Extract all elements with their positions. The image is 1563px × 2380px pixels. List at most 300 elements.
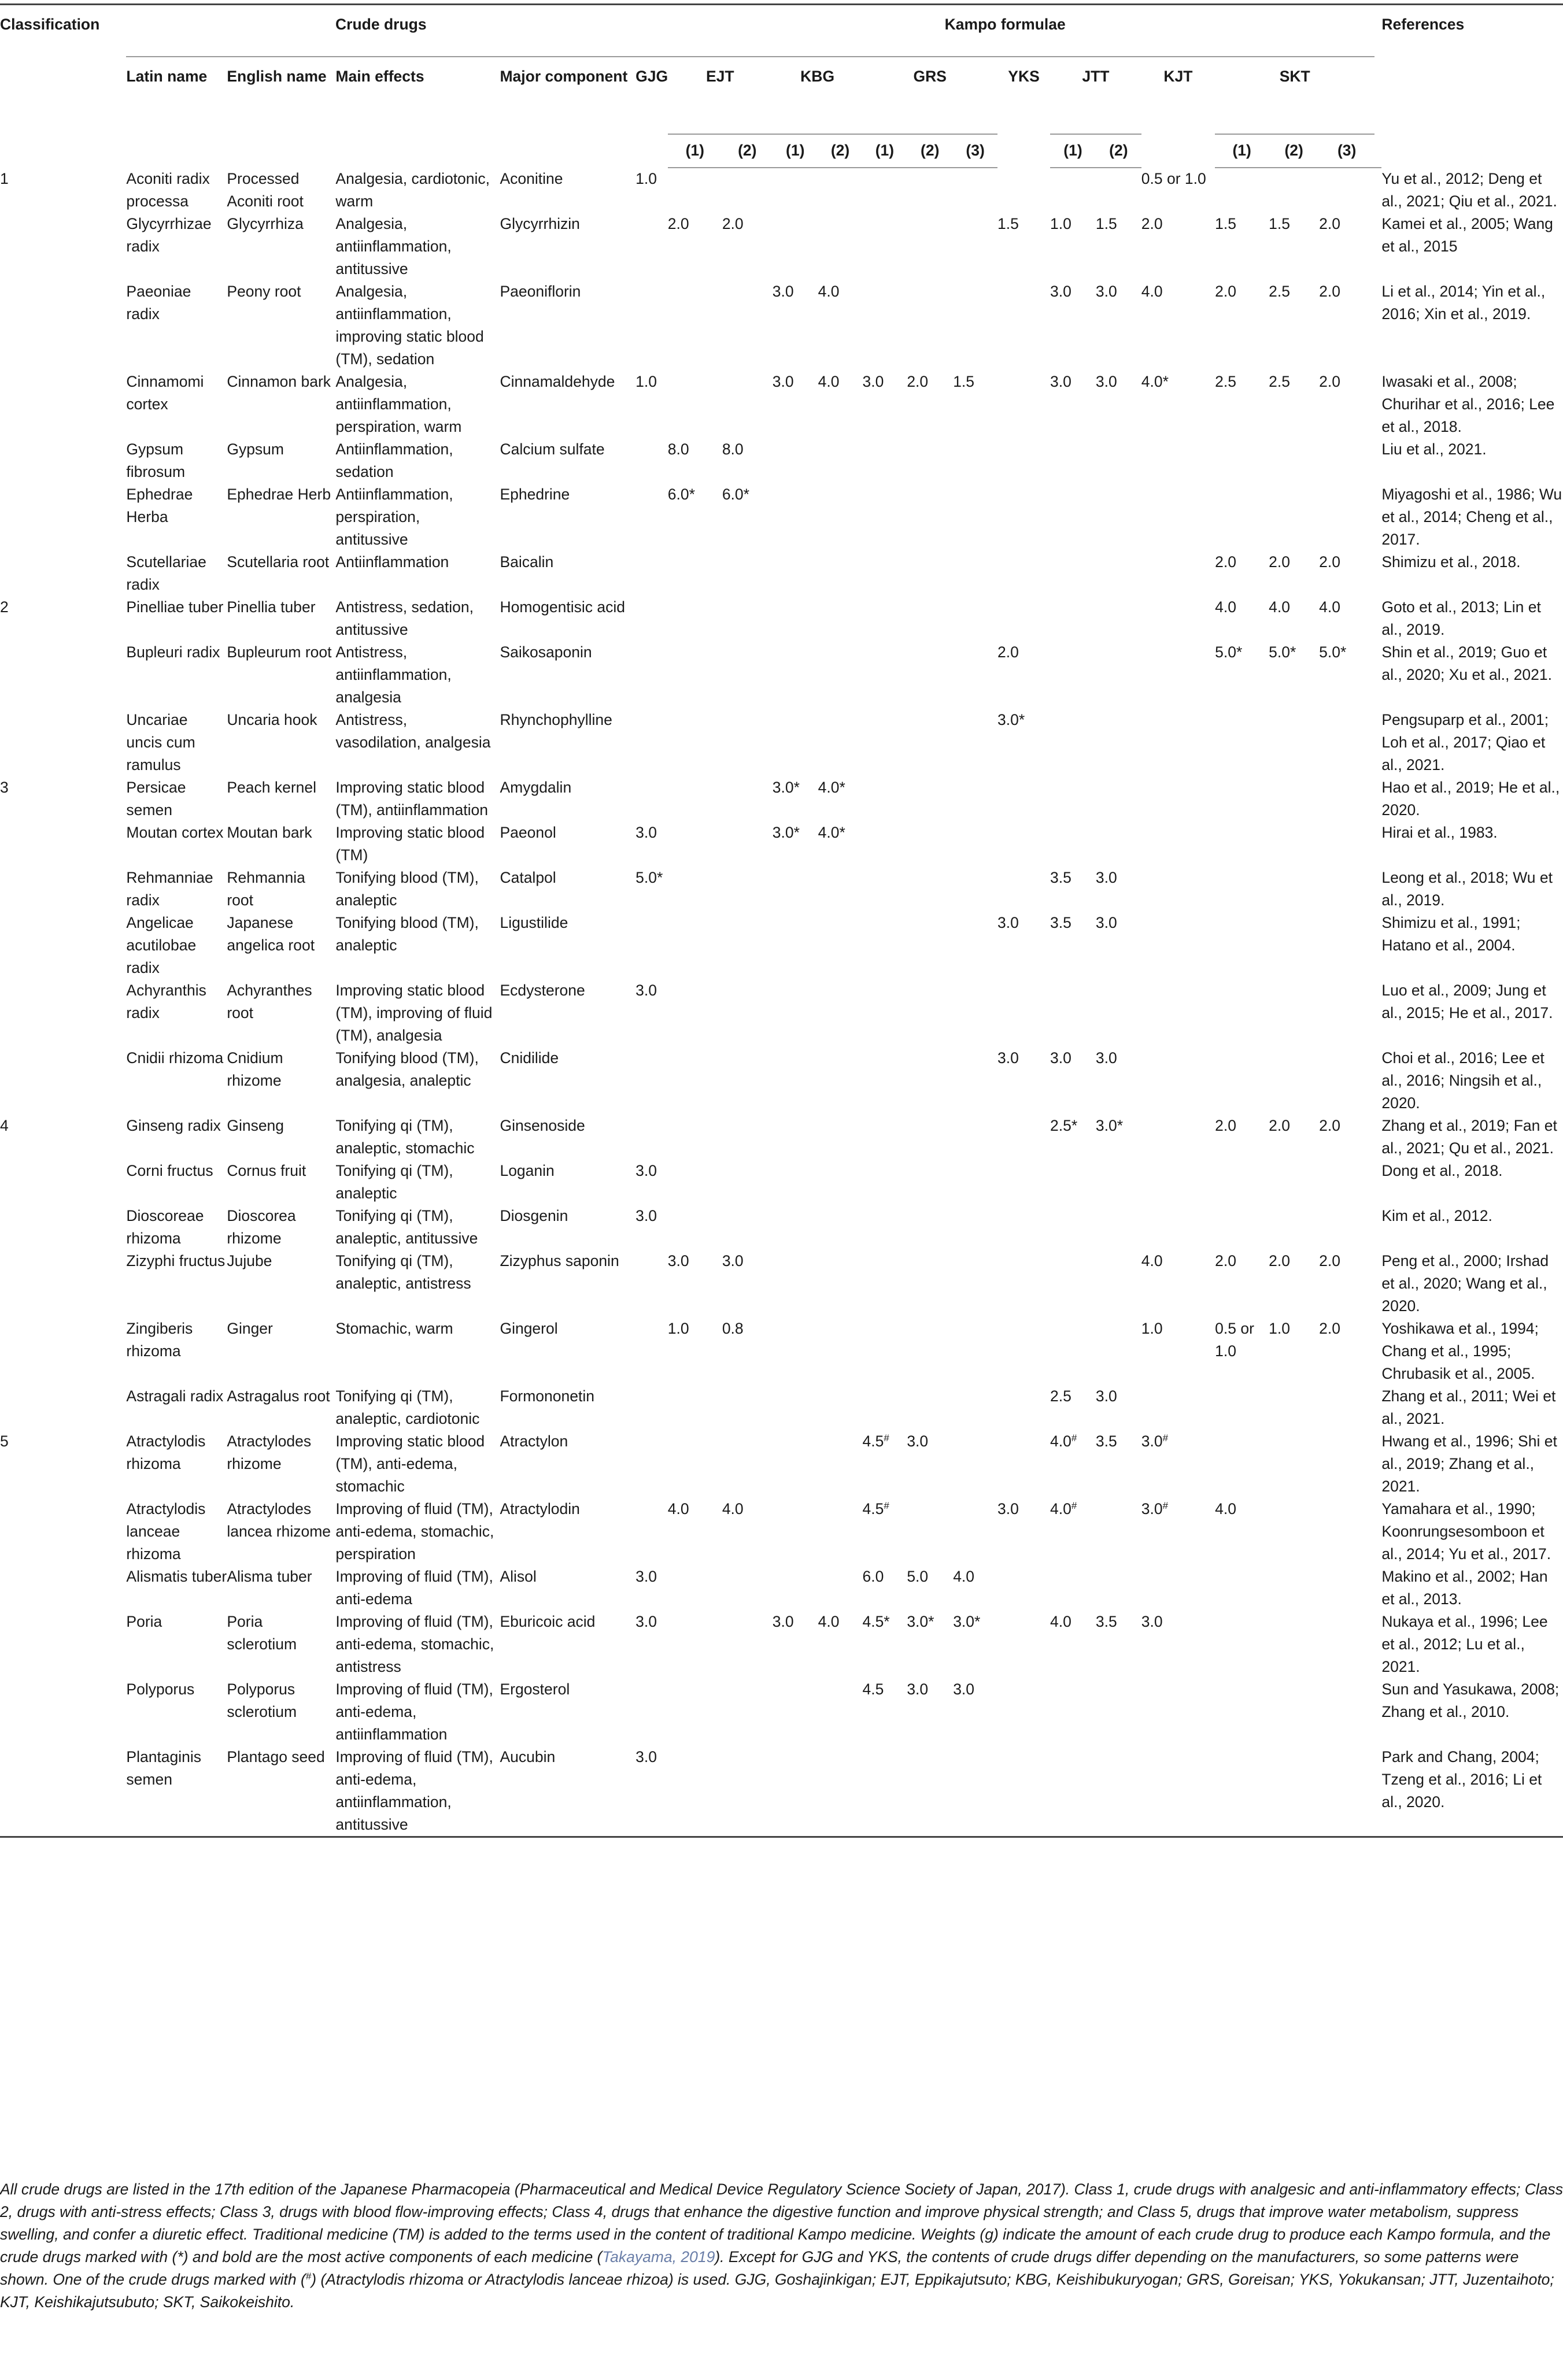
- cell-amount: [1269, 1385, 1319, 1430]
- amount-value: 1.5: [1269, 215, 1291, 232]
- table-row: [0, 1678, 1563, 1746]
- cell-amount: [1215, 1746, 1269, 1837]
- cell-amount: [1319, 1611, 1374, 1678]
- amount-value: 1.0: [667, 1320, 689, 1337]
- header-formula-kjt: KJT: [1163, 68, 1193, 85]
- cell-english-name: Glycyrrhiza: [227, 215, 304, 232]
- cell-major-component: Calcium sulfate: [500, 441, 605, 458]
- cell-amount: [1096, 1250, 1141, 1317]
- cell-english-name: Dioscorea rhizome: [227, 1207, 296, 1247]
- cell-amount: [1319, 867, 1374, 912]
- cell-amount: [1050, 438, 1096, 483]
- header-formula-grs: GRS: [862, 57, 997, 134]
- cell-amount: [635, 776, 668, 821]
- cell-english-name: Scutellaria root: [227, 553, 330, 571]
- table-footnote: [0, 2178, 1563, 2314]
- table-row: [0, 1565, 1563, 1611]
- cell-amount: [635, 280, 668, 371]
- cell-amount: [997, 709, 1050, 776]
- subheader-skt-1: (1): [1215, 134, 1269, 168]
- amount-value: 6.0*: [722, 486, 749, 503]
- cell-amount: [862, 1430, 907, 1498]
- amount-value: 1.0: [1050, 215, 1071, 232]
- cell-latin-name: Bupleuri radix: [126, 643, 220, 661]
- amount-value: 1.5: [953, 373, 975, 390]
- cell-references: Shimizu et al., 1991; Hatano et al., 2004.: [1381, 914, 1521, 954]
- cell-amount: [1096, 1160, 1141, 1205]
- cell-english-name: Cnidium rhizome: [227, 1049, 283, 1089]
- amount-value: 1.0: [635, 373, 657, 390]
- cell-amount: [1215, 168, 1269, 213]
- cell-major-component: Paeonol: [500, 824, 556, 841]
- cell-amount: [722, 1746, 773, 1837]
- amount-value: 3.5: [1050, 914, 1071, 931]
- amount-value: 3.0: [1095, 1049, 1117, 1067]
- cell-amount: [953, 438, 997, 483]
- cell-amount: [907, 1205, 953, 1250]
- cell-amount: [635, 483, 668, 551]
- cell-amount: [907, 1115, 953, 1160]
- cell-amount: [862, 1250, 907, 1317]
- cell-amount: [997, 596, 1050, 641]
- cell-english-name: Peony root: [227, 283, 301, 300]
- cell-amount: [635, 821, 668, 867]
- cell-amount: [1141, 1047, 1215, 1115]
- cell-classification: [0, 1160, 126, 1205]
- amount-value: 4.5*: [862, 1613, 890, 1630]
- amount-value: 6.0: [862, 1568, 884, 1585]
- cell-amount: [997, 1115, 1050, 1160]
- cell-amount: [953, 979, 997, 1047]
- cell-classification: [0, 979, 126, 1047]
- cell-amount: [1141, 483, 1215, 551]
- cell-amount: [773, 912, 818, 979]
- amount-value: 3.0: [772, 1613, 794, 1630]
- cell-amount: [635, 168, 668, 213]
- cell-english-name: Ephedrae Herb: [227, 486, 331, 503]
- cell-major-component: Ergosterol: [500, 1681, 570, 1698]
- cell-amount: [1319, 1047, 1374, 1115]
- cell-amount: [722, 1565, 773, 1611]
- cell-amount: [907, 821, 953, 867]
- cell-amount: [1141, 551, 1215, 596]
- cell-amount: [997, 776, 1050, 821]
- cell-amount: [1269, 709, 1319, 776]
- cell-amount: [1319, 1430, 1374, 1498]
- cell-amount: [1215, 1498, 1269, 1565]
- cell-amount: [1141, 168, 1215, 213]
- cell-amount: [1319, 1205, 1374, 1250]
- cell-amount: [1269, 1115, 1319, 1160]
- cell-amount: [773, 483, 818, 551]
- table-row: [0, 1115, 1563, 1160]
- cell-amount: [635, 1498, 668, 1565]
- cell-amount: [818, 1205, 863, 1250]
- cell-amount: [818, 1498, 863, 1565]
- cell-amount: [1141, 821, 1215, 867]
- cell-amount: [862, 709, 907, 776]
- amount-value: 2.0: [667, 215, 689, 232]
- cell-amount: [1096, 1385, 1141, 1430]
- subheader-kbg-1: (1): [773, 134, 818, 168]
- cell-amount: [907, 1565, 953, 1611]
- amount-value: 3.0: [635, 1613, 657, 1630]
- cell-amount: [1096, 596, 1141, 641]
- cell-major-component: Eburicoic acid: [500, 1613, 596, 1630]
- cell-amount: [1096, 1205, 1141, 1250]
- cell-references: Hwang et al., 1996; Shi et al., 2019; Zhang et al., 2021.: [1381, 1433, 1557, 1495]
- cell-amount: [1096, 1498, 1141, 1565]
- cell-amount: [1050, 979, 1096, 1047]
- cell-english-name: Atractylodes rhizome: [227, 1433, 312, 1472]
- cell-latin-name: Uncariae uncis cum ramulus: [126, 711, 195, 773]
- cell-references: Park and Chang, 2004; Tzeng et al., 2016; Li et al., 2020.: [1381, 1746, 1563, 1837]
- cell-amount: [1215, 1160, 1269, 1205]
- cell-amount: [907, 280, 953, 371]
- cell-references: Yamahara et al., 1990; Koonrungsesomboon et al., 2014; Yu et al., 2017.: [1381, 1500, 1551, 1563]
- cell-amount: [1096, 1317, 1141, 1385]
- cell-amount: [1141, 1611, 1215, 1678]
- cell-amount: [1215, 1611, 1269, 1678]
- cell-amount: [635, 1047, 668, 1115]
- cell-major-component: Ligustilide: [500, 914, 568, 931]
- amount-value: 3.0: [772, 373, 794, 390]
- amount-value: 2.5: [1269, 283, 1291, 300]
- cell-amount: [862, 371, 907, 438]
- cell-amount: [1050, 1115, 1096, 1160]
- kampo-crude-drug-table: [0, 3, 1563, 1838]
- cell-amount: [1141, 596, 1215, 641]
- cell-amount: [1096, 280, 1141, 371]
- cell-amount: [635, 1160, 668, 1205]
- amount-value: 3.0: [862, 373, 884, 390]
- cell-classification: [0, 280, 126, 371]
- cell-amount: [1269, 1205, 1319, 1250]
- cell-amount: [818, 912, 863, 979]
- cell-amount: [1269, 1250, 1319, 1317]
- cell-amount: [1215, 709, 1269, 776]
- cell-amount: [1269, 168, 1319, 213]
- cell-amount: [862, 1746, 907, 1837]
- cell-amount: [635, 641, 668, 709]
- cell-amount: [1050, 280, 1096, 371]
- amount-value: 2.0: [1319, 1320, 1340, 1337]
- cell-amount: [773, 1498, 818, 1565]
- cell-amount: [635, 1205, 668, 1250]
- cell-amount: [773, 438, 818, 483]
- cell-amount: [1269, 641, 1319, 709]
- cell-classification: [0, 483, 126, 551]
- amount-value: 4.5: [862, 1433, 884, 1450]
- cell-latin-name: Zingiberis rhizoma: [126, 1320, 193, 1360]
- cell-amount: [773, 371, 818, 438]
- header-formula-ejt: EJT: [668, 57, 773, 134]
- amount-value: 0.5 or 1.0: [1141, 170, 1206, 187]
- amount-value: 3.0*: [907, 1613, 934, 1630]
- cell-references: Nukaya et al., 1996; Lee et al., 2012; Lu et al., 2021.: [1381, 1613, 1548, 1675]
- cell-amount: [722, 1498, 773, 1565]
- cell-amount: [1096, 438, 1141, 483]
- amount-value: 2.0: [1319, 553, 1340, 571]
- cell-amount: [818, 168, 863, 213]
- cell-amount: [1141, 1317, 1215, 1385]
- cell-amount: [668, 709, 722, 776]
- cell-amount: [1215, 1317, 1269, 1385]
- cell-amount: [862, 168, 907, 213]
- cell-amount: [1050, 709, 1096, 776]
- cell-amount: [668, 438, 722, 483]
- cell-amount: [1096, 979, 1141, 1047]
- cell-classification: [0, 1678, 126, 1746]
- cell-amount: [997, 1746, 1050, 1837]
- cell-amount: [1141, 912, 1215, 979]
- cell-amount: [1050, 483, 1096, 551]
- cell-amount: [668, 280, 722, 371]
- header-formula-skt: SKT: [1215, 57, 1374, 134]
- amount-value: 1.0: [1269, 1320, 1291, 1337]
- cell-amount: [1269, 1498, 1319, 1565]
- cell-amount: [1141, 1385, 1215, 1430]
- cell-amount: [1050, 1160, 1096, 1205]
- cell-amount: [1050, 371, 1096, 438]
- amount-value: 5.0*: [635, 869, 663, 886]
- amount-value: 3.0: [997, 1500, 1019, 1517]
- cell-amount: [907, 979, 953, 1047]
- cell-english-name: Cinnamon bark: [227, 373, 331, 390]
- subheader-kbg-2: (2): [818, 134, 863, 168]
- cell-amount: [1141, 867, 1215, 912]
- amount-value: 4.5: [862, 1500, 884, 1517]
- cell-references: Leong et al., 2018; Wu et al., 2019.: [1381, 869, 1553, 909]
- cell-amount: [635, 1746, 668, 1837]
- cell-amount: [862, 1115, 907, 1160]
- cell-amount: [818, 1565, 863, 1611]
- cell-main-effects: Improving of fluid (TM), anti-edema, stomachic, antistress: [335, 1613, 494, 1675]
- cell-amount: [862, 438, 907, 483]
- cell-amount: [1050, 551, 1096, 596]
- spacer-cell: [1374, 1115, 1381, 1160]
- amount-value: 3.0: [1095, 914, 1117, 931]
- cell-classification: [0, 1385, 126, 1430]
- cell-amount: [668, 551, 722, 596]
- cell-latin-name: Atractylodis rhizoma: [126, 1433, 206, 1472]
- spacer-cell: [1374, 1317, 1381, 1385]
- header-formula-gjg: GJG: [635, 68, 668, 85]
- amount-value: 8.0: [722, 441, 744, 458]
- cell-amount: [1096, 213, 1141, 280]
- cell-amount: [1319, 438, 1374, 483]
- table-row: [0, 1430, 1563, 1498]
- cell-amount: [1319, 1498, 1374, 1565]
- cell-amount: [818, 1250, 863, 1317]
- cell-amount: [907, 168, 953, 213]
- cell-amount: [997, 1565, 1050, 1611]
- cell-amount: [635, 213, 668, 280]
- amount-value: 3.0: [953, 1681, 975, 1698]
- cell-references: Hirai et al., 1983.: [1381, 824, 1498, 841]
- cell-references: Kim et al., 2012.: [1381, 1207, 1492, 1224]
- spacer-cell: [1374, 867, 1381, 912]
- cell-amount: [1141, 1250, 1215, 1317]
- amount-value: 1.5: [997, 215, 1019, 232]
- cell-amount: [907, 1250, 953, 1317]
- spacer-cell: [1374, 1678, 1381, 1746]
- cell-amount: [1141, 1205, 1215, 1250]
- cell-amount: [1215, 1385, 1269, 1430]
- cell-amount: [818, 213, 863, 280]
- cell-latin-name: Ephedrae Herba: [126, 486, 193, 525]
- hash-mark: #: [1162, 1500, 1169, 1511]
- amount-value: 3.0*: [772, 824, 800, 841]
- cell-amount: [818, 821, 863, 867]
- cell-amount: [1319, 821, 1374, 867]
- cell-latin-name: Cinnamomi cortex: [126, 373, 204, 413]
- cell-latin-name: Pinelliae tuber: [126, 598, 224, 616]
- cell-latin-name: Moutan cortex: [126, 824, 224, 841]
- cell-classification: [0, 821, 126, 867]
- amount-value: 4.0: [818, 373, 840, 390]
- cell-classification: [0, 1498, 126, 1565]
- cell-amount: [862, 776, 907, 821]
- spacer-cell: [1374, 641, 1381, 709]
- footnote-citation-link[interactable]: Takayama, 2019: [602, 2248, 715, 2266]
- subheader-grs-1: (1): [862, 134, 907, 168]
- cell-classification: [0, 438, 126, 483]
- cell-amount: [1050, 1746, 1096, 1837]
- cell-amount: [635, 1385, 668, 1430]
- cell-amount: [1319, 551, 1374, 596]
- cell-major-component: Ephedrine: [500, 486, 570, 503]
- cell-amount: [1050, 1565, 1096, 1611]
- amount-value: 5.0*: [1319, 643, 1347, 661]
- cell-amount: [997, 867, 1050, 912]
- cell-references: Yoshikawa et al., 1994; Chang et al., 1995; Chrubasik et al., 2005.: [1381, 1320, 1539, 1382]
- amount-value: 8.0: [667, 441, 689, 458]
- amount-value: 3.0: [1141, 1500, 1163, 1517]
- cell-amount: [722, 168, 773, 213]
- header-classification: Classification: [0, 16, 100, 33]
- cell-references: Iwasaki et al., 2008; Churihar et al., 2016; Lee et al., 2018.: [1381, 373, 1555, 435]
- cell-amount: [1141, 438, 1215, 483]
- cell-amount: [997, 979, 1050, 1047]
- cell-amount: [862, 1385, 907, 1430]
- table-row: [0, 979, 1563, 1047]
- cell-amount: [1269, 438, 1319, 483]
- cell-amount: [668, 979, 722, 1047]
- cell-english-name: Astragalus root: [227, 1387, 330, 1405]
- cell-amount: [773, 776, 818, 821]
- cell-amount: [1141, 280, 1215, 371]
- cell-amount: [1215, 1047, 1269, 1115]
- cell-english-name: Uncaria hook: [227, 711, 317, 728]
- cell-amount: [997, 1160, 1050, 1205]
- amount-value: 3.0*: [772, 779, 800, 796]
- cell-amount: [1215, 821, 1269, 867]
- cell-amount: [773, 1205, 818, 1250]
- cell-amount: [907, 371, 953, 438]
- header-formula-yks: YKS: [1008, 68, 1040, 85]
- cell-amount: [997, 551, 1050, 596]
- cell-main-effects: Antistress, sedation, antitussive: [335, 598, 474, 638]
- cell-major-component: Zizyphus saponin: [500, 1252, 619, 1269]
- cell-classification: 1: [0, 170, 9, 187]
- amount-value: 2.0: [1269, 1252, 1291, 1269]
- cell-amount: [1096, 1746, 1141, 1837]
- cell-amount: [862, 821, 907, 867]
- cell-amount: [907, 551, 953, 596]
- table-row: [0, 438, 1563, 483]
- cell-major-component: Ginsenoside: [500, 1117, 585, 1134]
- amount-value: 3.5: [1050, 869, 1071, 886]
- cell-amount: [1319, 1385, 1374, 1430]
- cell-amount: [818, 776, 863, 821]
- cell-classification: 4: [0, 1117, 9, 1134]
- amount-value: 1.0: [635, 170, 657, 187]
- cell-amount: [1269, 1160, 1319, 1205]
- amount-value: 3.0: [635, 982, 657, 999]
- cell-references: Yu et al., 2012; Deng et al., 2021; Qiu et al., 2021.: [1381, 170, 1557, 210]
- cell-major-component: Saikosaponin: [500, 643, 592, 661]
- amount-value: 2.5*: [1050, 1117, 1078, 1134]
- amount-value: 4.0: [818, 1613, 840, 1630]
- cell-amount: [1319, 979, 1374, 1047]
- cell-amount: [997, 1611, 1050, 1678]
- cell-amount: [818, 1160, 863, 1205]
- cell-references: Goto et al., 2013; Lin et al., 2019.: [1381, 598, 1541, 638]
- cell-major-component: Homogentisic acid: [500, 598, 625, 616]
- cell-amount: [722, 483, 773, 551]
- cell-english-name: Ginseng: [227, 1117, 284, 1134]
- cell-main-effects: Improving of fluid (TM), anti-edema, antiinflammation: [335, 1681, 493, 1743]
- cell-amount: [953, 280, 997, 371]
- cell-amount: [907, 641, 953, 709]
- cell-major-component: Formononetin: [500, 1387, 594, 1405]
- cell-amount: [1215, 280, 1269, 371]
- cell-amount: [773, 867, 818, 912]
- cell-amount: [668, 168, 722, 213]
- amount-value: 4.0: [1319, 598, 1340, 616]
- cell-amount: [722, 1047, 773, 1115]
- cell-major-component: Ecdysterone: [500, 982, 585, 999]
- cell-amount: [1215, 641, 1269, 709]
- cell-classification: [0, 1611, 126, 1678]
- cell-classification: 2: [0, 598, 9, 616]
- amount-value: 2.0: [1141, 215, 1163, 232]
- cell-amount: [773, 280, 818, 371]
- cell-amount: [722, 596, 773, 641]
- cell-amount: [818, 1746, 863, 1837]
- cell-main-effects: Improving of fluid (TM), anti-edema, stomachic, perspiration: [335, 1500, 494, 1563]
- cell-amount: [722, 1317, 773, 1385]
- cell-classification: 3: [0, 779, 9, 796]
- cell-amount: [773, 596, 818, 641]
- cell-amount: [1215, 979, 1269, 1047]
- cell-amount: [818, 1317, 863, 1385]
- cell-amount: [1215, 867, 1269, 912]
- cell-amount: [953, 1317, 997, 1385]
- cell-amount: [862, 912, 907, 979]
- cell-major-component: Gingerol: [500, 1320, 558, 1337]
- cell-english-name: Polyporus sclerotium: [227, 1681, 297, 1720]
- cell-classification: [0, 1205, 126, 1250]
- amount-value: 4.0: [1050, 1613, 1071, 1630]
- cell-amount: [997, 213, 1050, 280]
- amount-value: 2.0: [997, 643, 1019, 661]
- cell-amount: [907, 912, 953, 979]
- cell-amount: [1050, 1047, 1096, 1115]
- cell-amount: [1269, 596, 1319, 641]
- spacer-cell: [1374, 979, 1381, 1047]
